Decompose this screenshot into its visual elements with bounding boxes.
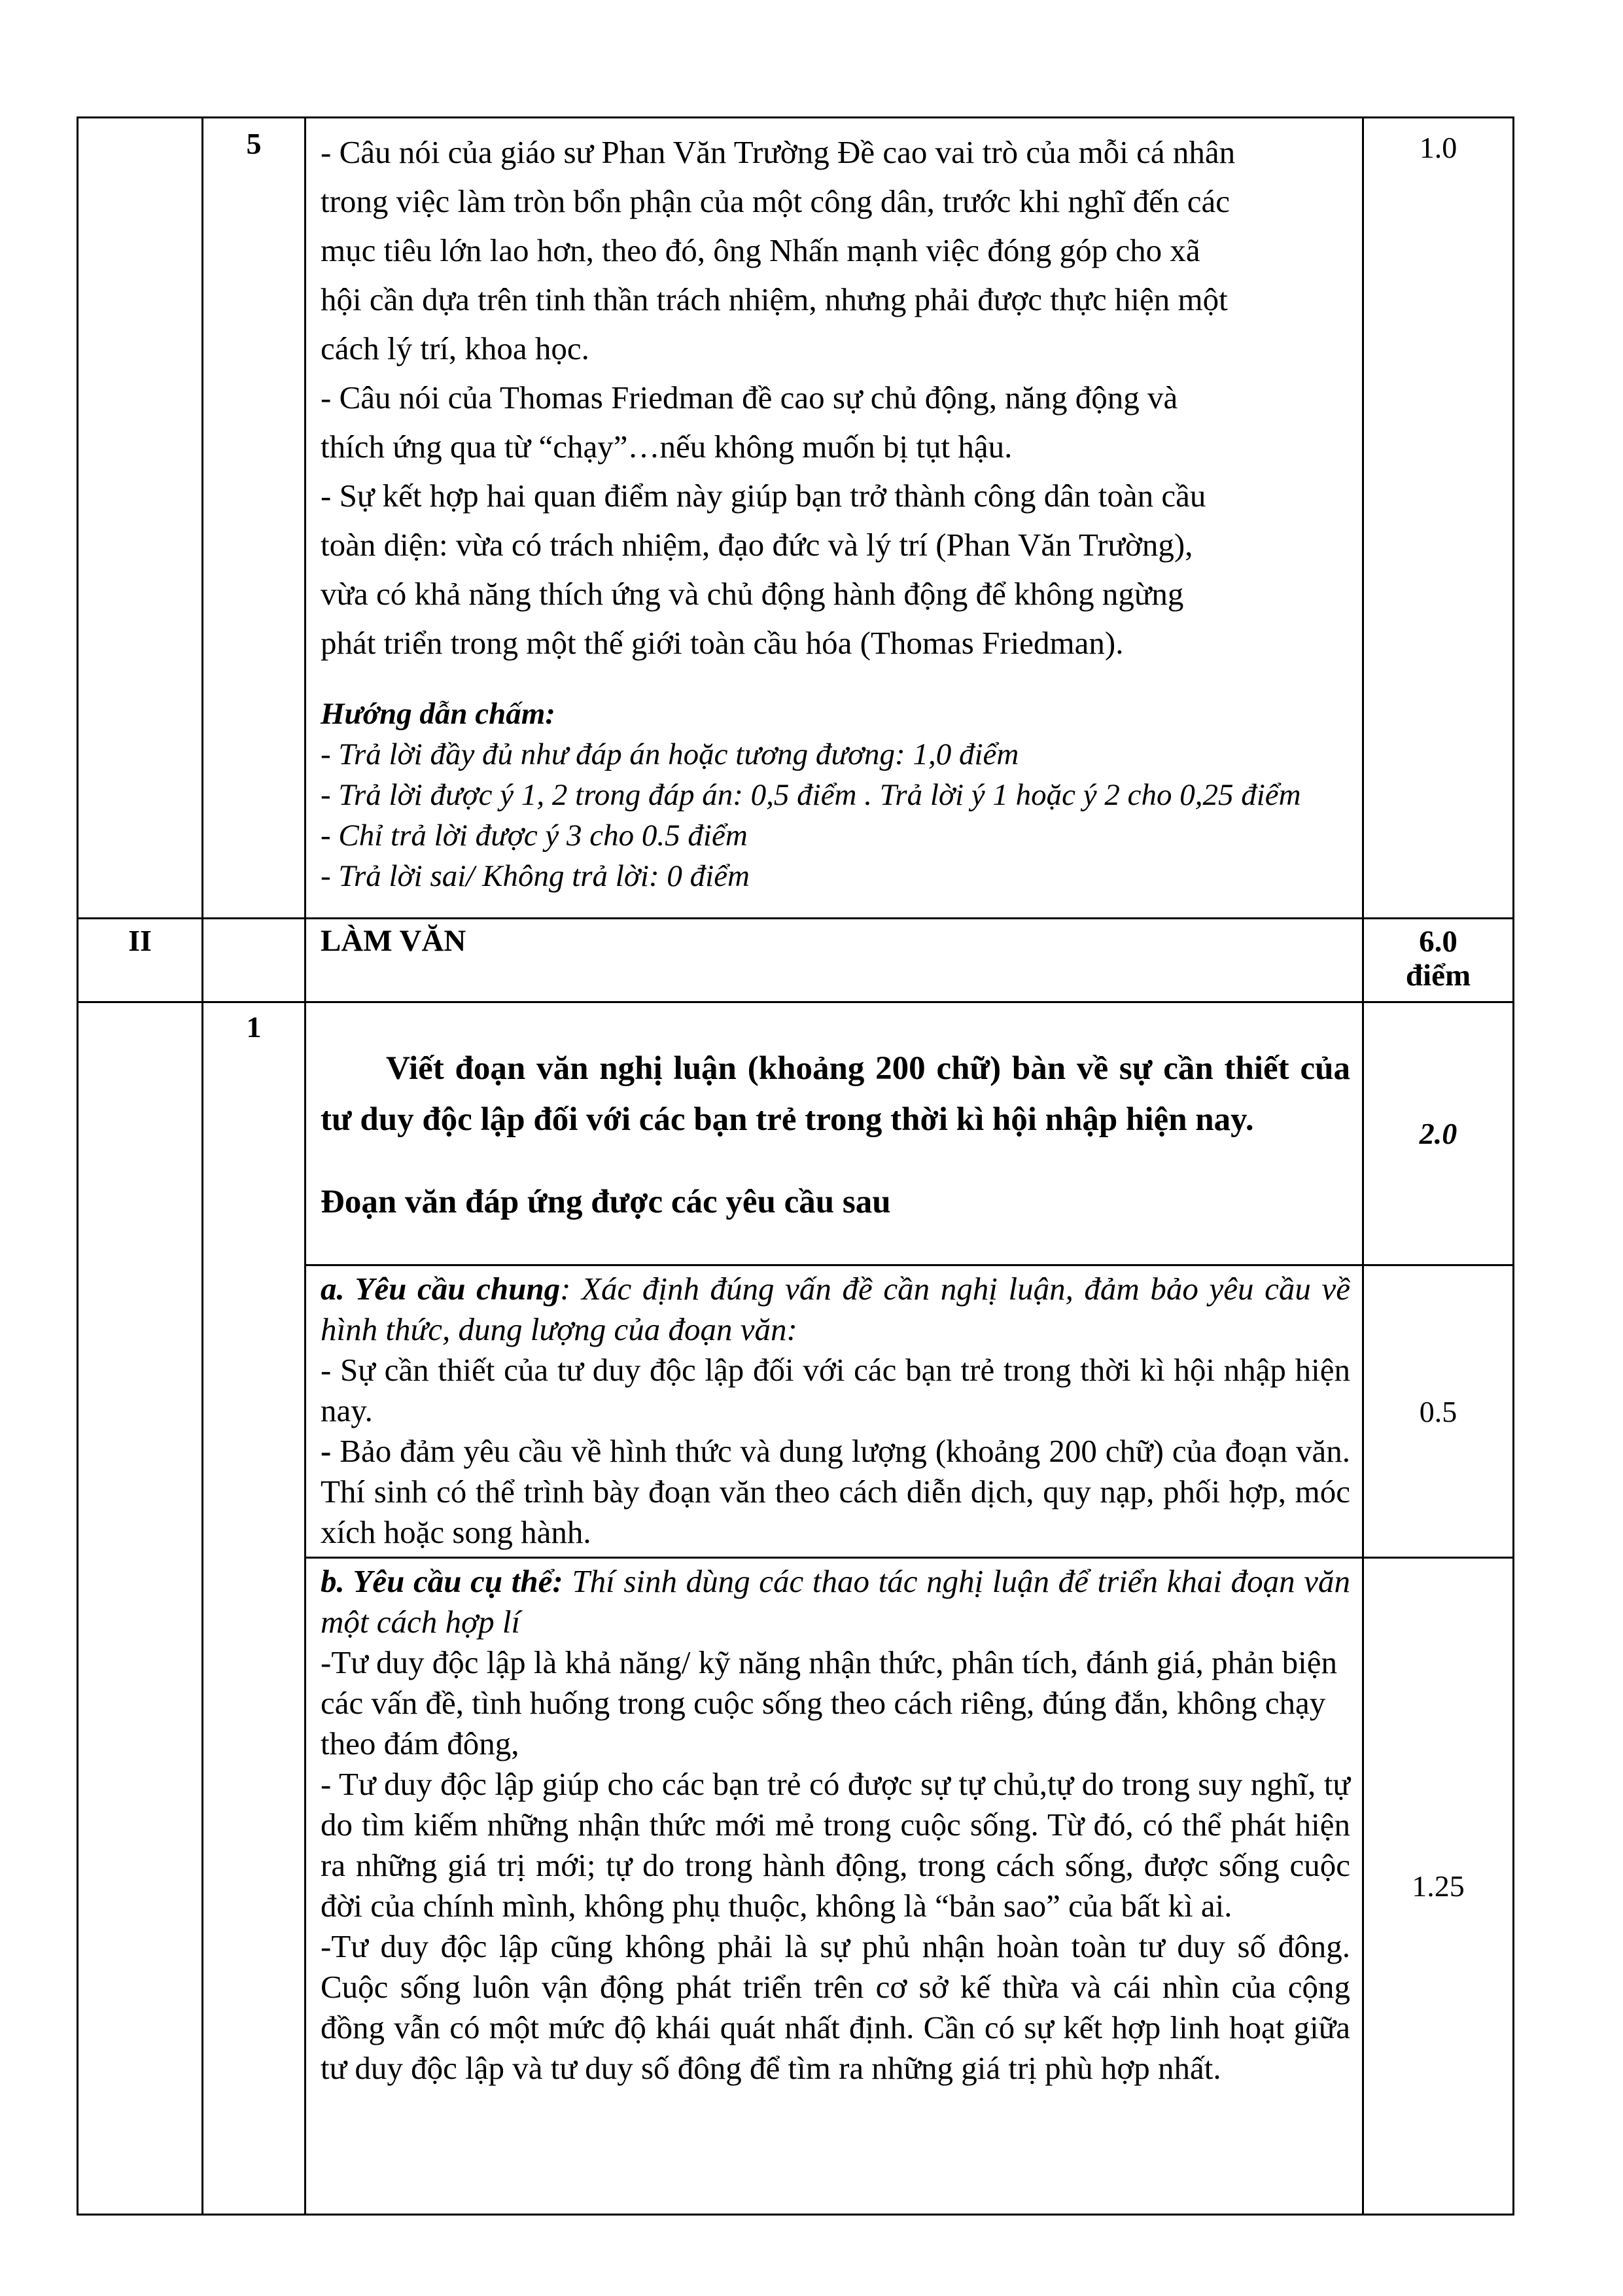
answer-line: trong việc làm tròn bổn phận của một công dân, trước khi nghĩ đến các [321, 183, 1230, 219]
requirement-cell [305, 1558, 1363, 2215]
part-cell [78, 1002, 203, 2215]
grading-guide-line: - Trả lời sai/ Không trả lời: 0 điểm [321, 859, 750, 893]
section-score-unit: điểm [1405, 959, 1471, 993]
section-score-value: 6.0 [1419, 925, 1457, 959]
answer-line: vừa có khả năng thích ứng và chủ động hành động để không ngừng [321, 576, 1184, 612]
grading-guide-heading: Hướng dẫn chấm: [321, 697, 555, 731]
requirement-item: - Sự cần thiết của tư duy độc lập đối với các bạn trẻ trong thời kì hội nhập hiện nay. [321, 1352, 1350, 1428]
grading-guide-line: - Chỉ trả lời được ý 3 cho 0.5 điểm [321, 819, 748, 853]
table-row-section-2 [78, 919, 1514, 1002]
answer-line: thích ứng qua từ “chạy”…nếu không muốn bị tụt hậu. [321, 429, 1013, 465]
grading-guide-line: - Trả lời đầy đủ như đáp án hoặc tương đương: 1,0 điểm [321, 737, 1019, 771]
answer-line: cách lý trí, khoa học. [321, 330, 589, 366]
table-row-q5 [78, 118, 1514, 919]
requirement-item [321, 1431, 1350, 1553]
answer-line: - Câu nói của Thomas Friedman đề cao sự chủ động, năng động và [321, 380, 1178, 415]
requirement-item-text: Bảo đảm yêu cầu về hình thức và dung lượng (khoảng 200 chữ) của đoạn văn. Thí sinh có thể trình bày đoạn văn theo cách diễn dịch, quy nạp, phối hợp, móc xích hoặc song hành. [321, 1433, 1350, 1550]
table-row-q1 [78, 1002, 1514, 1265]
question-number-empty [203, 919, 305, 1002]
requirement-label-rest: : Xác định đúng vấn đề cần nghị luận, đảm bảo yêu cầu về hình thức, dung lượng của đoạn văn: [321, 1271, 1350, 1347]
requirement-item: -Tư duy độc lập cũng không phải là sự phủ nhận hoàn toàn tư duy số đông. Cuộc sống luôn vận động phát triển trên cơ sở kế thừa và cái nhìn của cộng đồng vẫn có một mức độ khái quát nhất định. Cần có sự kết hợp linh hoạt giữa tư duy độc lập và tư duy số đông để tìm ra những giá trị phù hợp nhất. [321, 1928, 1350, 2086]
essay-prompt [305, 1002, 1363, 1265]
requirement-intro: Đoạn văn đáp ứng được các yêu cầu sau [321, 1184, 891, 1220]
score-value: 2.0 [1419, 1117, 1457, 1150]
score-value: 0.5 [1419, 1394, 1457, 1428]
requirement-cell [305, 1265, 1363, 1558]
requirement-heading [321, 1561, 1350, 1642]
score-cell [1363, 1558, 1514, 2215]
answer-line: toàn diện: vừa có trách nhiệm, đạo đức và lý trí (Phan Văn Trường), [321, 527, 1193, 563]
section-title [305, 919, 1363, 1002]
requirement-label: a. Yêu cầu chung [321, 1271, 561, 1307]
answer-line: - Câu nói của giáo sư Phan Văn Trường Đề cao vai trò của mỗi cá nhân [321, 134, 1236, 170]
requirement-item: -Tư duy độc lập là khả năng/ kỹ năng nhận thức, phân tích, đánh giá, phản biện các vấn đề, tình huống trong cuộc sống theo cách riêng, đúng đắn, không chạy theo đám đông, [321, 1644, 1338, 1761]
answer-line: mục tiêu lớn lao hơn, theo đó, ông Nhấn mạnh việc đóng góp cho xã [321, 232, 1200, 268]
answer-line: - Sự kết hợp hai quan điểm này giúp bạn trở thành công dân toàn cầu [321, 478, 1206, 514]
requirement-label: b. Yêu cầu cụ thể: [321, 1563, 563, 1599]
requirement-dash: - [321, 1433, 340, 1469]
question-number: 5 [203, 118, 305, 919]
section-title-text: LÀM VĂN [321, 924, 466, 958]
answer-line: hội cần dựa trên tinh thần trách nhiệm, nhưng phải được thực hiện một [321, 281, 1228, 317]
requirement-heading [321, 1269, 1350, 1350]
score-cell [1363, 1002, 1514, 1265]
part-number: II [78, 919, 203, 1002]
grading-guide-line: - Trả lời được ý 1, 2 trong đáp án: 0,5 điểm . Trả lời ý 1 hoặc ý 2 cho 0,25 điểm [321, 778, 1301, 812]
question-number: 1 [203, 1002, 305, 2215]
answer-line: phát triển trong một thế giới toàn cầu hóa (Thomas Friedman). [321, 625, 1124, 661]
score-value: 1.0 [1419, 131, 1457, 164]
score-cell [1363, 118, 1514, 919]
requirement-item: - Tư duy độc lập giúp cho các bạn trẻ có được sự tự chủ,tự do trong suy nghĩ, tự do tìm kiếm những nhận thức mới mẻ trong cuộc sống. Từ đó, có thể phát hiện ra những giá trị mới; tự do trong hành động, trong cách sống, được sống cuộc đời của chính mình, không phụ thuộc, không là “bản sao” của bất kì ai. [321, 1766, 1350, 1924]
essay-prompt-text: Viết đoạn văn nghị luận (khoảng 200 chữ) bàn về sự cần thiết của tư duy độc lập đối với các bạn trẻ trong thời kì hội nhập hiện nay. [321, 1050, 1350, 1138]
score-value: 1.25 [1412, 1869, 1465, 1903]
grading-guide [321, 694, 1352, 896]
requirement-label-rest: Thí sinh dùng các thao tác nghị luận để triển khai đoạn văn một cách hợp lí [321, 1563, 1351, 1640]
answer-cell [305, 118, 1363, 919]
section-score [1363, 919, 1514, 1002]
part-cell [78, 118, 203, 919]
grading-table [77, 116, 1514, 2216]
score-cell [1363, 1265, 1514, 1558]
